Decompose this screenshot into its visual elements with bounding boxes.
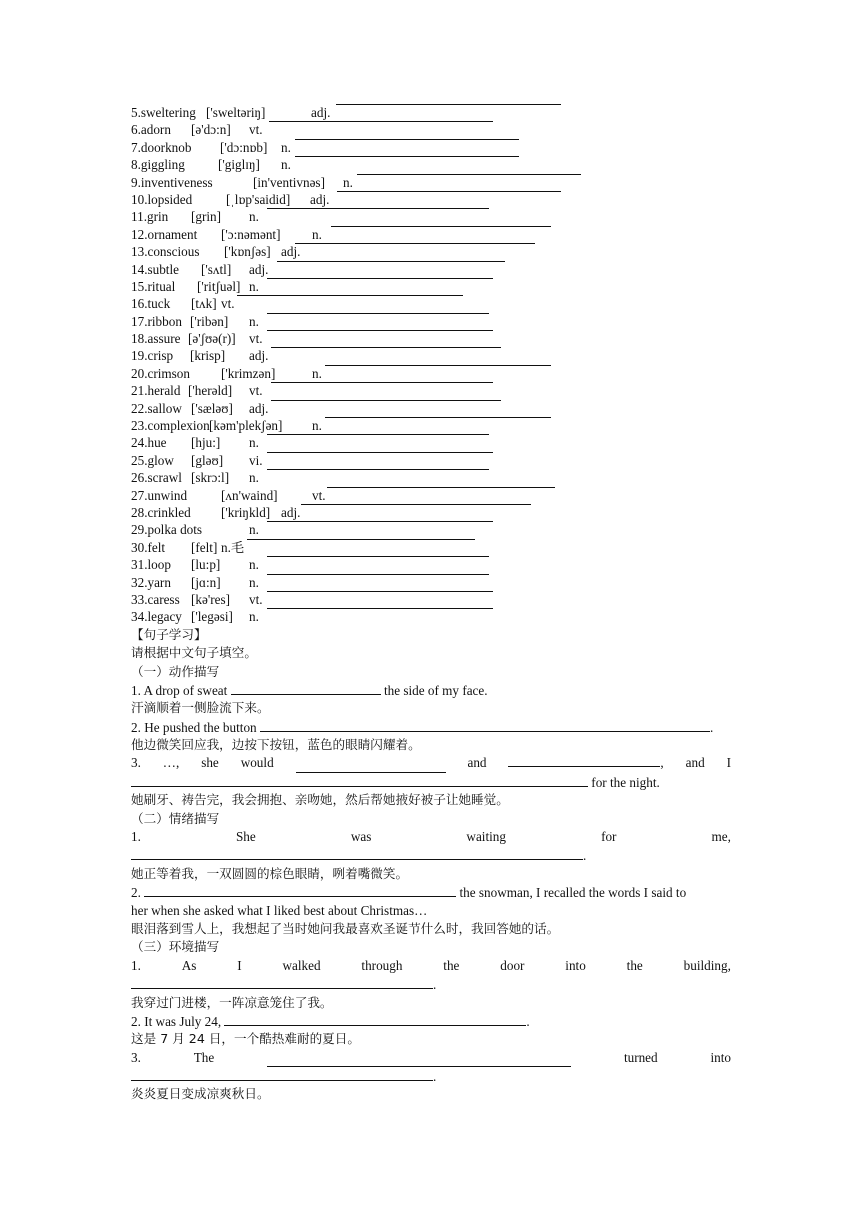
sentence-translation: 她正等着我，一双圆圆的棕色眼睛，咧着嘴微笑。	[131, 865, 409, 881]
vocab-word: 21.herald	[131, 383, 181, 399]
vocab-phonetic: [kəm'plekʃən]	[209, 418, 283, 434]
vocab-item	[131, 121, 731, 138]
vocab-item	[131, 521, 731, 538]
subsection-title-action: （一）动作描写	[131, 663, 220, 679]
vocab-item	[131, 469, 731, 486]
answer-blank[interactable]	[271, 347, 501, 348]
worksheet	[131, 104, 731, 1104]
section-heading: 【句子学习】	[131, 626, 207, 642]
word: into	[710, 1049, 731, 1065]
vocab-word: 25.glow	[131, 452, 174, 468]
vocab-phonetic: ['sweltəriŋ]	[206, 105, 266, 120]
vocab-word: 20.crimson	[131, 365, 190, 381]
sentence-translation: 我穿过门进楼，一阵凉意笼住了我。	[131, 994, 333, 1010]
word: She	[235, 829, 256, 844]
vocab-word: 10.lopsided	[131, 191, 193, 207]
answer-blank[interactable]	[267, 556, 489, 557]
sentence-text: for the night.	[591, 774, 660, 790]
word: 3.	[131, 755, 141, 771]
sentence-text: 2. It was July 24,	[131, 1013, 222, 1029]
vocab-phonetic: [felt]	[191, 539, 218, 555]
vocab-word: 33.caress	[131, 591, 180, 607]
sentence-3-3	[131, 1049, 731, 1067]
sentence-text: the side of my face.	[383, 682, 488, 698]
vocab-word: 24.hue	[131, 435, 167, 451]
vocab-part-of-speech: n.	[249, 209, 259, 225]
vocab-item	[131, 174, 731, 191]
word: into	[565, 957, 586, 973]
vocab-phonetic: [tʌk]	[191, 296, 217, 312]
vocab-part-of-speech: n.	[249, 313, 259, 329]
word: The	[193, 1049, 215, 1065]
fill-blank[interactable]	[144, 883, 456, 897]
answer-blank[interactable]	[277, 261, 505, 262]
sentence-text: 2. He pushed the button	[131, 719, 257, 735]
word: door	[500, 957, 525, 973]
answer-blank[interactable]	[267, 278, 493, 279]
fill-blank[interactable]	[296, 759, 446, 773]
word: me,	[711, 829, 731, 844]
vocab-item	[131, 539, 731, 556]
vocab-word: 11.grin	[131, 209, 169, 225]
punctuation: .	[433, 977, 437, 993]
vocab-part-of-speech: vt.	[221, 296, 235, 312]
answer-blank[interactable]	[237, 295, 463, 296]
vocab-phonetic: ['giglɪŋ]	[218, 157, 260, 173]
sentence-1-3-cont	[131, 773, 731, 791]
vocab-word: 22.sallow	[131, 400, 182, 416]
vocab-phonetic: ['kɒnʃəs]	[224, 244, 271, 260]
vocab-part-of-speech: vt.	[312, 487, 326, 503]
vocab-item	[131, 243, 731, 260]
vocab-phonetic: [kə'res]	[191, 591, 230, 607]
vocab-word: 29.polka dots	[131, 522, 203, 538]
word: would	[240, 755, 274, 771]
vocab-phonetic: ['ribən]	[190, 313, 229, 329]
word: was	[350, 829, 372, 844]
word: and	[467, 755, 487, 771]
vocab-part-of-speech: n.	[249, 557, 259, 573]
fill-blank[interactable]	[131, 773, 588, 787]
answer-blank[interactable]	[271, 400, 501, 401]
vocab-word: 27.unwind	[131, 487, 188, 503]
vocab-phonetic: [hju:]	[191, 435, 221, 451]
vocab-item	[131, 156, 731, 173]
vocab-phonetic: ['ritʃuəl]	[197, 278, 241, 294]
vocab-item	[131, 487, 731, 504]
answer-blank[interactable]	[267, 608, 493, 609]
answer-blank[interactable]	[295, 156, 519, 157]
sentence-translation: 眼泪落到雪人上，我想起了当时她问我最喜欢圣诞节什么时，我回答她的话。	[131, 920, 560, 936]
sentence-2-2-cont: her when she asked what I liked best about Christmas…	[131, 902, 428, 918]
vocab-part-of-speech: n.	[249, 522, 259, 538]
vocab-part-of-speech: adj.	[249, 261, 269, 277]
subsection-title-environment: （三）环境描写	[131, 939, 220, 955]
vocab-phonetic: ['sæləʊ]	[191, 400, 233, 416]
vocab-item	[131, 347, 731, 364]
vocab-item	[131, 591, 731, 608]
vocab-phonetic: ['dɔ:nɒb]	[220, 139, 268, 155]
vocab-part-of-speech: n.	[249, 435, 259, 451]
sentence-1-3	[131, 754, 731, 772]
vocab-part-of-speech: vt.	[249, 331, 263, 347]
vocab-phonetic: ['sʌtl]	[201, 261, 232, 277]
vocab-phonetic: [gləʊ]	[191, 452, 224, 468]
word: walked	[282, 957, 321, 973]
word: through	[361, 957, 403, 973]
vocab-part-of-speech: adj.	[281, 504, 301, 520]
vocab-item	[131, 556, 731, 573]
vocab-word: 6.adorn	[131, 122, 171, 138]
answer-blank[interactable]	[267, 521, 493, 522]
vocab-word: 28.crinkled	[131, 504, 191, 520]
vocab-word: 7.doorknob	[131, 139, 192, 155]
answer-blank[interactable]	[337, 191, 561, 192]
vocab-item	[131, 400, 731, 417]
vocab-item	[131, 452, 731, 469]
sentence-2-1	[131, 828, 731, 846]
vocab-phonetic: ['herəld]	[188, 383, 233, 399]
instruction-text: 请根据中文句子填空。	[131, 645, 257, 661]
fill-blank[interactable]	[508, 753, 660, 767]
vocab-part-of-speech: adj.	[249, 348, 269, 364]
vocab-word: 12.ornament	[131, 226, 198, 242]
vocab-phonetic: [jɑ:n]	[191, 574, 221, 590]
answer-blank[interactable]	[271, 382, 493, 383]
sentence-section	[131, 626, 731, 1104]
word: …,	[162, 755, 180, 771]
word: I	[237, 957, 242, 973]
vocab-part-of-speech: n.	[281, 139, 291, 155]
vocab-word: 8.giggling	[131, 157, 185, 173]
vocab-item	[131, 382, 731, 399]
word: 2.	[131, 885, 141, 901]
vocab-part-of-speech: n.	[343, 174, 353, 190]
word: the	[626, 957, 643, 973]
vocab-item	[131, 504, 731, 521]
vocab-phonetic: ['kriŋkld]	[221, 504, 271, 520]
word: and	[685, 755, 705, 771]
answer-blank[interactable]	[267, 469, 489, 470]
vocab-item	[131, 104, 731, 121]
vocab-phonetic: ['ɔ:nəmənt]	[221, 226, 281, 242]
sentence-1-2	[131, 718, 731, 736]
answer-blank[interactable]	[357, 174, 581, 175]
sentence-2-2	[131, 883, 731, 901]
vocab-item	[131, 574, 731, 591]
answer-blank[interactable]	[325, 365, 551, 366]
subsection-title-emotion: （二）情绪描写	[131, 810, 220, 826]
punctuation: .	[433, 1069, 437, 1085]
punctuation: .	[709, 719, 714, 735]
answer-blank[interactable]	[267, 452, 493, 453]
vocab-part-of-speech: n.	[249, 470, 259, 486]
vocab-phonetic: ['krimzən]	[221, 365, 276, 381]
vocab-part-of-speech: adj.	[310, 191, 330, 207]
vocabulary-list	[131, 104, 731, 626]
vocab-item	[131, 417, 731, 434]
answer-blank[interactable]	[267, 330, 493, 331]
answer-blank[interactable]	[301, 504, 531, 505]
answer-blank[interactable]	[267, 434, 489, 435]
word: I	[726, 755, 731, 771]
sentence-3-2	[131, 1012, 731, 1030]
vocab-word: 34.legacy	[131, 609, 182, 625]
vocab-item	[131, 295, 731, 312]
answer-blank[interactable]	[267, 313, 489, 314]
word: she	[201, 755, 219, 771]
sentence-text: 1. A drop of sweat	[131, 682, 228, 698]
fill-blank[interactable]	[131, 1067, 433, 1081]
vocab-item	[131, 434, 731, 451]
word: for	[601, 829, 617, 844]
sentence-2-1-cont	[131, 846, 731, 864]
vocab-word: 30.felt	[131, 539, 166, 555]
word: turned	[623, 1049, 658, 1065]
vocab-item	[131, 313, 731, 330]
vocab-word: 23.complexion	[131, 418, 210, 434]
vocab-phonetic: [skrɔ:l]	[191, 470, 230, 486]
vocab-part-of-speech: n.	[249, 278, 259, 294]
sentence-3-3-cont	[131, 1067, 731, 1085]
word: building,	[683, 957, 731, 973]
sentence-text: the snowman, I recalled the words I said to	[459, 885, 687, 901]
word: the	[443, 957, 460, 973]
sentence-translation: 他边微笑回应我，边按下按钮，蓝色的眼睛闪耀着。	[131, 737, 421, 753]
vocab-part-of-speech: n.	[312, 418, 322, 434]
answer-blank[interactable]	[327, 487, 555, 488]
answer-blank[interactable]	[269, 121, 493, 122]
answer-blank[interactable]	[267, 208, 489, 209]
vocab-phonetic: [ˌlɒp'saidid]	[226, 191, 291, 207]
vocab-part-of-speech: n.	[281, 157, 291, 173]
vocab-word: 15.ritual	[131, 278, 176, 294]
sentence-3-1-cont	[131, 975, 731, 993]
vocab-item	[131, 261, 731, 278]
fill-blank[interactable]	[267, 1053, 571, 1067]
vocab-item	[131, 208, 731, 225]
vocab-phonetic: [ə'dɔ:n]	[191, 122, 231, 138]
answer-blank[interactable]	[267, 574, 489, 575]
vocab-phonetic: [in'ventivnəs]	[253, 174, 325, 190]
vocab-phonetic: [lu:p]	[191, 557, 221, 573]
word: 3.	[131, 1049, 141, 1065]
vocab-part-of-speech: vt.	[249, 122, 263, 138]
vocab-word: 14.subtle	[131, 261, 179, 277]
vocab-item	[131, 226, 731, 243]
vocab-word: 19.crisp	[131, 348, 174, 364]
vocab-item	[131, 191, 731, 208]
vocab-word: 17.ribbon	[131, 313, 182, 329]
vocab-word: 5.sweltering	[131, 105, 196, 120]
word: waiting	[466, 829, 506, 844]
vocab-part-of-speech: n.	[312, 226, 322, 242]
answer-blank[interactable]	[247, 539, 475, 540]
word: 1.	[131, 957, 141, 973]
vocab-item	[131, 278, 731, 295]
answer-blank[interactable]	[295, 243, 535, 244]
fill-blank[interactable]	[231, 681, 381, 695]
vocab-word: 13.conscious	[131, 244, 200, 260]
punctuation: ,	[660, 755, 664, 771]
vocab-part-of-speech: n.	[249, 574, 259, 590]
vocab-phonetic: [ʌn'waind]	[221, 487, 278, 503]
vocab-item	[131, 139, 731, 156]
answer-blank[interactable]	[295, 139, 519, 140]
vocab-phonetic: ['legəsi]	[191, 609, 233, 625]
vocab-word: 31.loop	[131, 557, 171, 573]
vocab-part-of-speech: n.	[312, 365, 322, 381]
vocab-part-of-speech: adj.	[249, 400, 269, 416]
sentence-translation: 她刷牙、祷告完，我会拥抱、亲吻她，然后帮她掖好被子让她睡觉。	[131, 792, 509, 808]
answer-blank[interactable]	[267, 591, 493, 592]
word: As	[181, 957, 197, 973]
fill-blank[interactable]	[131, 846, 583, 860]
vocab-part-of-speech: adj.	[281, 244, 301, 260]
vocab-phonetic: [grin]	[191, 209, 222, 225]
answer-blank[interactable]	[336, 104, 561, 105]
sentence-translation: 炎炎夏日变成凉爽秋日。	[131, 1086, 270, 1102]
fill-blank[interactable]	[131, 975, 433, 989]
fill-blank[interactable]	[260, 718, 710, 732]
answer-blank[interactable]	[325, 417, 551, 418]
vocab-part-of-speech: n.毛	[221, 539, 245, 555]
vocab-word: 32.yarn	[131, 574, 171, 590]
punctuation: .	[583, 848, 587, 864]
sentence-3-1	[131, 957, 731, 975]
vocab-part-of-speech: vt.	[249, 591, 263, 607]
sentence-translation: 这是 7 月 24 日，一个酷热难耐的夏日。	[131, 1031, 360, 1047]
vocab-word: 26.scrawl	[131, 470, 182, 486]
vocab-part-of-speech: vt.	[249, 383, 263, 399]
vocab-part-of-speech: adj.	[311, 105, 331, 120]
vocab-item	[131, 608, 731, 625]
vocab-item	[131, 365, 731, 382]
sentence-translation: 汗滴顺着一侧脸流下来。	[131, 700, 270, 716]
vocab-word: 18.assure	[131, 331, 181, 347]
vocab-item	[131, 330, 731, 347]
word: 1.	[131, 829, 141, 844]
answer-blank[interactable]	[331, 226, 551, 227]
vocab-word: 16.tuck	[131, 296, 171, 312]
vocab-part-of-speech: n.	[249, 609, 259, 625]
fill-blank[interactable]	[224, 1012, 526, 1026]
vocab-phonetic: [krisp]	[190, 348, 226, 364]
vocab-phonetic: [ə'ʃʊə(r)]	[188, 331, 236, 347]
sentence-1-1	[131, 681, 731, 699]
vocab-part-of-speech: vi.	[249, 452, 263, 468]
vocab-word: 9.inventiveness	[131, 174, 213, 190]
punctuation: .	[526, 1013, 530, 1029]
